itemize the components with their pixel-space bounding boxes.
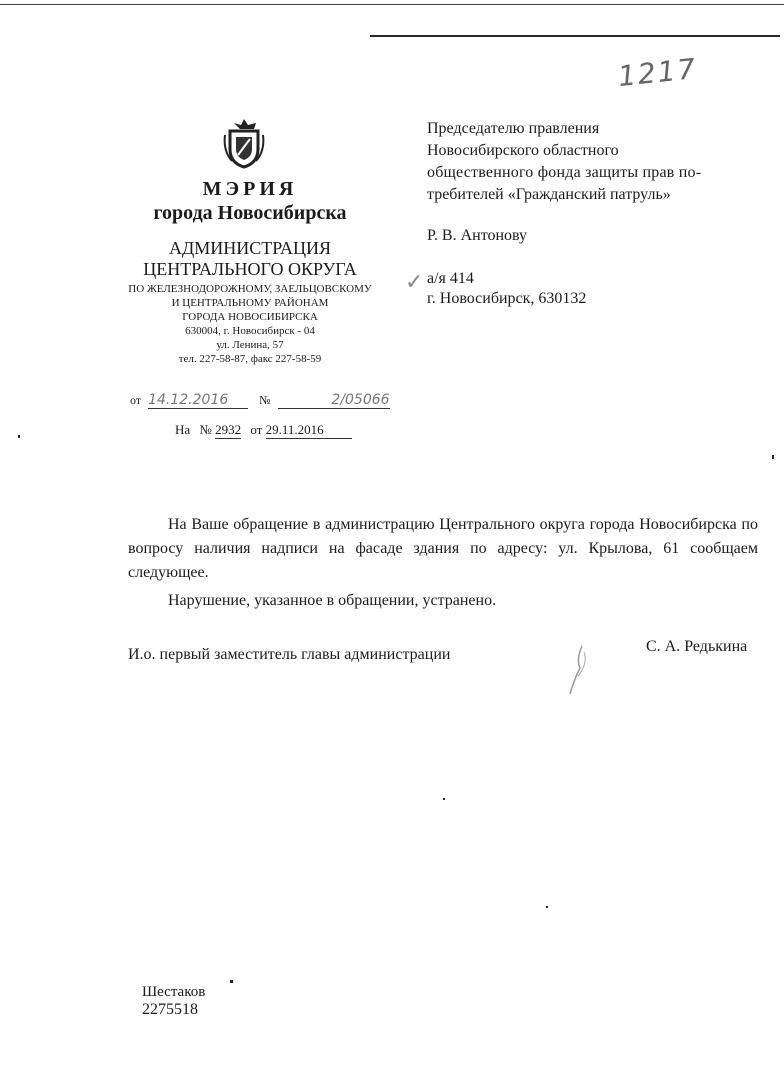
ot-label: от	[130, 393, 142, 407]
districts-line: И ЦЕНТРАЛЬНОМУ РАЙОНАМ	[171, 297, 329, 309]
incoming-number: 2932	[215, 422, 242, 437]
letter-body	[128, 513, 758, 613]
recipient-name: Р. В. Антонову	[427, 227, 528, 244]
mayoralty-title: МЭРИЯ	[202, 178, 298, 200]
street-address: ул. Ленина, 57	[216, 339, 284, 351]
scan-dot	[230, 980, 233, 983]
outgoing-date: 14.12.2016	[148, 392, 248, 409]
na-label: На	[175, 422, 191, 437]
recipient-city: г. Новосибирск, 630132	[427, 290, 587, 307]
recipient-line: Новосибирского областного	[427, 142, 619, 159]
coat-of-arms-emblem	[222, 117, 266, 169]
outgoing-ref-line	[130, 392, 390, 409]
contact-phones: тел. 227-58-87, факс 227-58-59	[178, 353, 322, 365]
scan-dot	[443, 798, 445, 800]
recipient-block	[427, 118, 701, 206]
handwritten-incoming-number: 1217	[616, 51, 699, 94]
scan-dot	[18, 435, 20, 438]
body-paragraph: Нарушение, указанное в обращении, устранено.	[168, 592, 497, 609]
body-paragraph: На Ваше обращение в администрацию Центрального округа города Новосибирска по вопросу наличия надписи на фасаде здания по адресу: ул. Крылова, 61 сообщаем следующее.	[128, 516, 758, 581]
number-label: №	[259, 393, 271, 407]
scan-dot	[772, 455, 774, 459]
scan-line	[370, 35, 780, 37]
scan-line	[0, 4, 784, 5]
executor-phone: 2275518	[142, 1001, 198, 1018]
districts-line: ГОРОДА НОВОСИБИРСКА	[182, 311, 318, 323]
ot2-label: от	[250, 422, 263, 437]
outgoing-number: 2/05066	[278, 392, 390, 409]
scan-dot	[546, 906, 548, 908]
recipient-po-box: а/я 414	[427, 270, 474, 287]
districts-line: ПО ЖЕЛЕЗНОДОРОЖНОМУ, ЗАЕЛЬЦОВСКОМУ	[128, 283, 372, 295]
district-title: ЦЕНТРАЛЬНОГО ОКРУГА	[143, 259, 357, 279]
signatory-position: И.о. первый заместитель главы администрации	[128, 646, 451, 663]
executor-name: Шестаков	[142, 984, 206, 1000]
recipient-line: общественного фонда защиты прав по-	[427, 164, 702, 181]
handwritten-signature	[560, 640, 600, 700]
incoming-date: 29.11.2016	[266, 422, 352, 439]
admin-title: АДМИНИСТРАЦИЯ	[169, 238, 331, 258]
postal-address: 630004, г. Новосибирск - 04	[185, 325, 315, 337]
city-title: города Новосибирска	[153, 202, 347, 224]
recipient-line: Председателю правления	[427, 120, 600, 137]
signatory-name: С. А. Редькина	[646, 638, 748, 655]
num-sign: №	[199, 422, 212, 437]
incoming-ref-line	[175, 422, 352, 439]
recipient-line: требителей «Гражданский патруль»	[427, 186, 671, 203]
checkmark-icon: ✓	[405, 270, 424, 295]
